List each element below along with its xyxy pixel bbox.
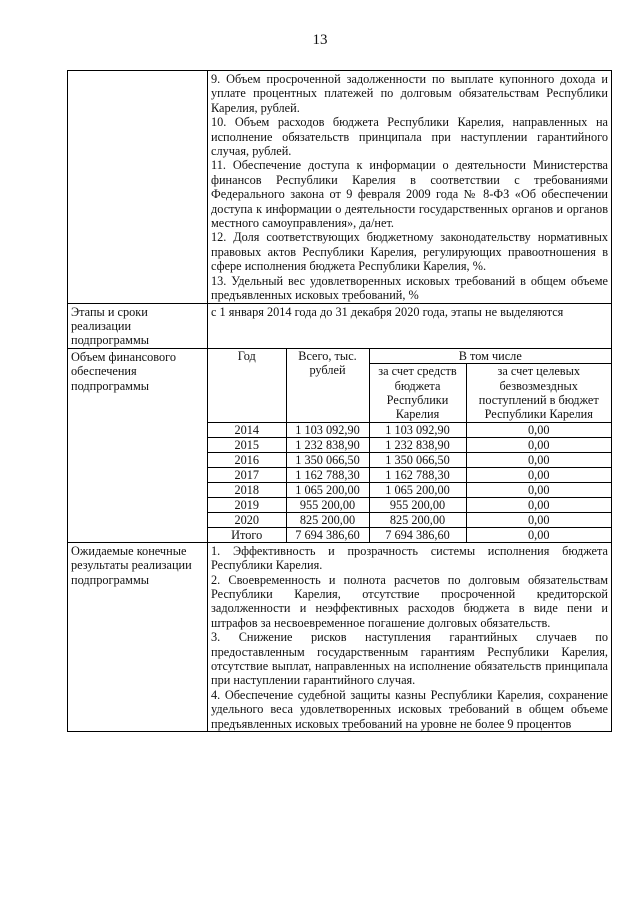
row-budget: 1 232 838,90	[369, 437, 466, 452]
indicators-label-cell	[68, 71, 208, 304]
financing-label: Объем финансового обеспечения подпрограммы	[68, 348, 208, 542]
row-year: 2019	[208, 497, 286, 512]
row-total: 7 694 386,60	[286, 527, 369, 542]
indicator-item: 10. Объем расходов бюджета Республики Карелия, направленных на исполнение обязательств принципала при наступлении гарантийного случая, рублей.	[211, 115, 608, 159]
row-budget: 1 103 092,90	[369, 422, 466, 437]
row-year: 2015	[208, 437, 286, 452]
row-grants: 0,00	[466, 497, 611, 512]
results-label: Ожидаемые конечные результаты реализации подпрограммы	[68, 542, 208, 731]
financing-data-row	[208, 437, 611, 452]
financing-data-row	[208, 467, 611, 482]
row-budget: 825 200,00	[369, 512, 466, 527]
financing-cell	[208, 348, 612, 542]
row-budget: 1 162 788,30	[369, 467, 466, 482]
row-grants: 0,00	[466, 482, 611, 497]
indicator-item: 9. Объем просроченной задолженности по выплате купонного дохода и уплате процентных платежей по долговым обязательствам Республики Карелия, рублей.	[211, 72, 608, 115]
row-total: 1 162 788,30	[286, 467, 369, 482]
row-year: 2018	[208, 482, 286, 497]
row-budget: 1 350 066,50	[369, 452, 466, 467]
financing-header-row	[208, 349, 611, 364]
indicator-item: 13. Удельный вес удовлетворенных исковых требований в общем объеме предъявленных исковых требований, %	[211, 273, 608, 303]
row-grants: 0,00	[466, 512, 611, 527]
result-item: 1. Эффективность и прозрачность системы исполнения бюджета Республики Карелия.	[211, 543, 608, 573]
indicators-cell	[208, 71, 612, 304]
financing-data-row	[208, 512, 611, 527]
indicator-item: 12. Доля соответствующих бюджетному законодательству нормативных правовых актов Республики Карелия, регулирующих правоотношения в сфере исполнения бюджета Республики Карелия, %.	[211, 230, 608, 274]
financing-row	[68, 348, 612, 542]
row-year: 2014	[208, 422, 286, 437]
row-year: Итого	[208, 527, 286, 542]
header-budget: за счет средств бюджета Республики Карелия	[369, 364, 466, 423]
row-budget: 7 694 386,60	[369, 527, 466, 542]
row-total: 1 350 066,50	[286, 452, 369, 467]
row-budget: 1 065 200,00	[369, 482, 466, 497]
stages-row	[68, 303, 612, 348]
row-total: 825 200,00	[286, 512, 369, 527]
stages-label: Этапы и сроки реализации подпрограммы	[68, 303, 208, 348]
row-year: 2017	[208, 467, 286, 482]
financing-data-row	[208, 497, 611, 512]
header-year: Год	[208, 349, 286, 423]
row-grants: 0,00	[466, 422, 611, 437]
row-grants: 0,00	[466, 467, 611, 482]
result-item: 2. Своевременность и полнота расчетов по долговым обязательствам Республики Карелия, отсутствие просроченной кредиторской задолженности и неэффективных расходов бюджета в виде пени и штрафов за несвоевременное погашение долговых обязательств.	[211, 572, 608, 630]
results-row	[68, 542, 612, 731]
header-including: В том числе	[369, 349, 611, 364]
subprogram-passport-table	[67, 70, 612, 732]
header-grants: за счет целевых безвозмездных поступлений в бюджет Республики Карелия	[466, 364, 611, 423]
indicator-item: 11. Обеспечение доступа к информации о деятельности Министерства финансов Республики Карелия в соответствии с требованиями Федерального закона от 9 февраля 2009 года № 8-ФЗ «Об обеспечении доступа к информации о деятельности государственных органов и органов местного самоуправления», да/нет.	[211, 158, 608, 231]
financing-data-row	[208, 482, 611, 497]
row-grants: 0,00	[466, 527, 611, 542]
financing-table	[208, 349, 611, 542]
row-total: 1 232 838,90	[286, 437, 369, 452]
result-item: 3. Снижение рисков наступления гарантийных случаев по предоставленным государственным гарантиям Республики Карелия, отсутствие выплат, направленных на исполнение обязательств принципала при наступлении гарантийного случая.	[211, 630, 608, 688]
financing-data-row	[208, 452, 611, 467]
financing-total-row	[208, 527, 611, 542]
result-item: 4. Обеспечение судебной защиты казны Республики Карелия, сохранение удельного веса удовлетворенных исковых требований в общем объеме предъявленных исковых требований на уровне не более 9 процентов	[211, 687, 608, 731]
row-year: 2020	[208, 512, 286, 527]
row-total: 1 065 200,00	[286, 482, 369, 497]
row-grants: 0,00	[466, 437, 611, 452]
row-total: 1 103 092,90	[286, 422, 369, 437]
results-cell	[208, 542, 612, 731]
row-year: 2016	[208, 452, 286, 467]
stages-value: с 1 января 2014 года до 31 декабря 2020 года, этапы не выделяются	[208, 303, 612, 348]
indicators-row	[68, 71, 612, 304]
header-total: Всего, тыс. рублей	[286, 349, 369, 423]
row-grants: 0,00	[466, 452, 611, 467]
financing-data-row	[208, 422, 611, 437]
page-number: 13	[312, 32, 328, 48]
row-budget: 955 200,00	[369, 497, 466, 512]
row-total: 955 200,00	[286, 497, 369, 512]
